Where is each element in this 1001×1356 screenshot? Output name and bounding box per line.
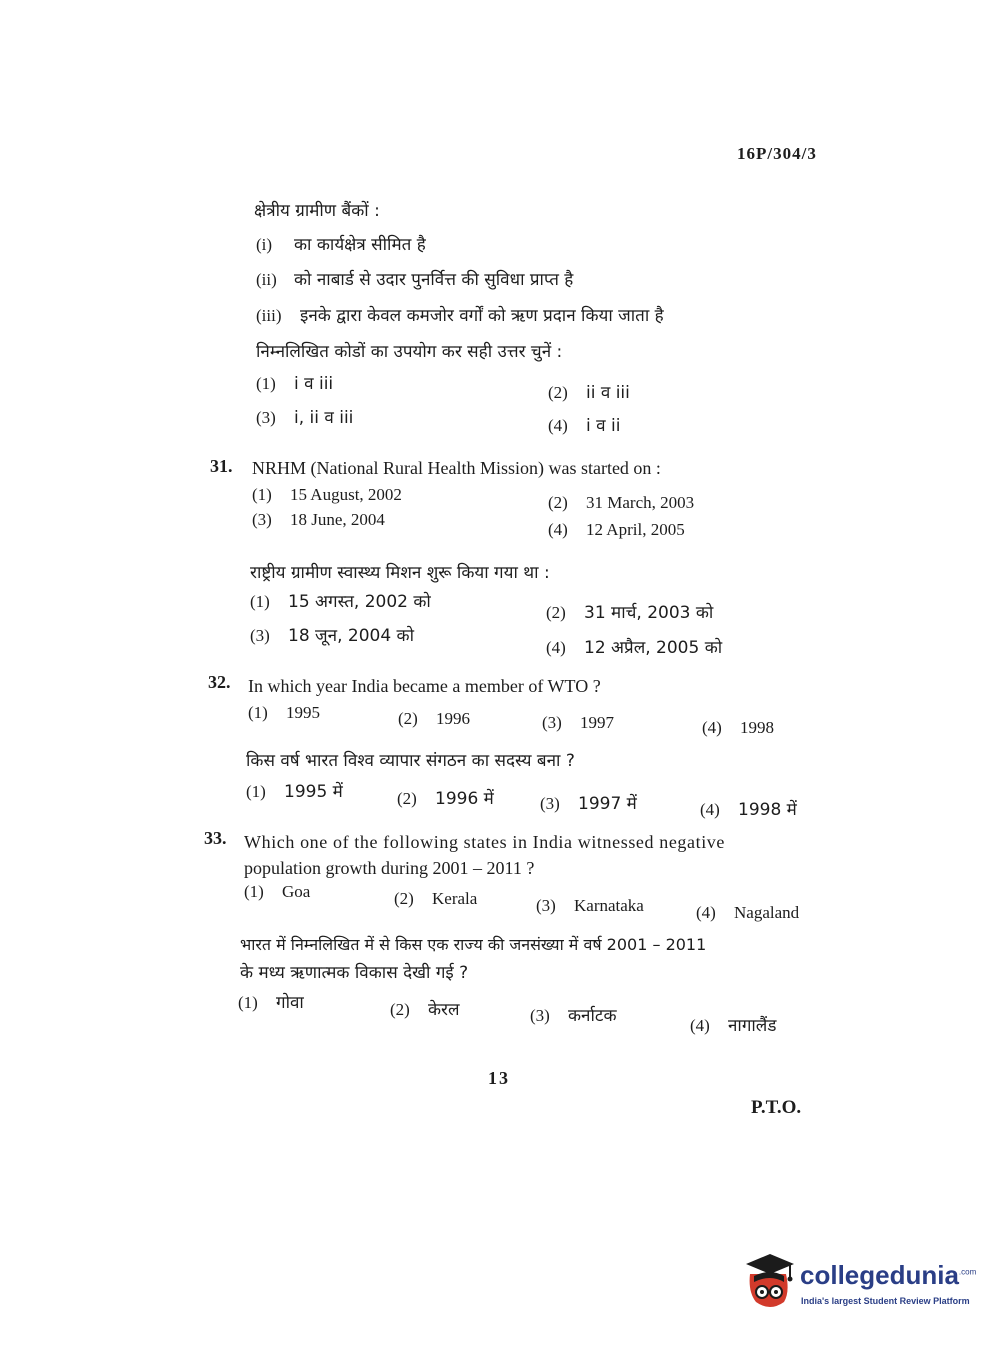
brand-tagline: India's largest Student Review Platform bbox=[801, 1296, 970, 1306]
q30-option-3: (3) i, ii व iii bbox=[256, 408, 354, 428]
q32-question-en: In which year India became a member of WTO ? bbox=[248, 676, 601, 696]
q32-option-en-2: (2) 1996 bbox=[398, 709, 470, 728]
q31-option-hi-4: (4) 12 अप्रैल, 2005 को bbox=[546, 638, 723, 658]
q31-option-en-2: (2) 31 March, 2003 bbox=[548, 493, 695, 512]
q30-instruction: निम्नलिखित कोडों का उपयोग कर सही उत्तर चुनें : bbox=[256, 342, 563, 362]
q33-option-en-4: (4) Nagaland bbox=[696, 903, 800, 922]
q30-statement-3: (iii) इनके द्वारा केवल कमजोर वर्गों को ऋण प्रदान किया जाता है bbox=[256, 306, 664, 326]
q32-option-en-3: (3) 1997 bbox=[542, 713, 614, 732]
q33-option-en-3: (3) Karnataka bbox=[536, 896, 644, 915]
q31-option-hi-3: (3) 18 जून, 2004 को bbox=[250, 626, 415, 646]
graduate-mascot-icon bbox=[740, 1252, 798, 1314]
q33-option-hi-4: (4) नागालैंड bbox=[690, 1016, 777, 1036]
q30-statement-1: (i) का कार्यक्षेत्र सीमित है bbox=[256, 235, 426, 255]
q32-option-hi-4: (4) 1998 में bbox=[700, 800, 797, 820]
q33-option-hi-2: (2) केरल bbox=[390, 1000, 460, 1020]
brand-name: collegedunia$^{.com}$ bbox=[800, 1260, 977, 1290]
q32-number: 32. bbox=[208, 672, 231, 692]
q30-stem: क्षेत्रीय ग्रामीण बैंकों : bbox=[254, 201, 380, 221]
q30-option-2: (2) ii व iii bbox=[548, 383, 630, 403]
q33-option-en-1: (1) Goa bbox=[244, 882, 311, 901]
q30-option-1: (1) i व iii bbox=[256, 374, 334, 394]
q32-option-hi-1: (1) 1995 में bbox=[246, 782, 343, 802]
q31-option-en-1: (1) 15 August, 2002 bbox=[252, 485, 402, 504]
q31-option-en-3: (3) 18 June, 2004 bbox=[252, 510, 385, 529]
q32-option-en-1: (1) 1995 bbox=[248, 703, 320, 722]
q31-question-hi: राष्ट्रीय ग्रामीण स्वास्थ्य मिशन शुरू किया गया था : bbox=[250, 563, 550, 583]
q33-number: 33. bbox=[204, 828, 227, 848]
q31-option-hi-2: (2) 31 मार्च, 2003 को bbox=[546, 603, 714, 623]
q33-question-en-line2: population growth during 2001 – 2011 ? bbox=[244, 858, 535, 878]
collegedunia-watermark bbox=[740, 1252, 977, 1322]
q33-question-en-line1: Which one of the following states in India witnessed negative bbox=[244, 832, 725, 852]
q32-option-en-4: (4) 1998 bbox=[702, 718, 774, 737]
q32-option-hi-3: (3) 1997 में bbox=[540, 794, 637, 814]
q31-question-en: NRHM (National Rural Health Mission) was started on : bbox=[252, 458, 661, 478]
pto-mark: P.T.O. bbox=[751, 1097, 802, 1118]
q30-statement-2: (ii) को नाबार्ड से उदार पुनर्वित्त की सुविधा प्राप्त है bbox=[256, 270, 574, 290]
q33-question-hi-line1: भारत में निम्नलिखित में से किस एक राज्य की जनसंख्या में वर्ष 2001 – 2011 bbox=[240, 935, 707, 954]
q33-option-hi-1: (1) गोवा bbox=[238, 993, 304, 1013]
q32-question-hi: किस वर्ष भारत विश्व व्यापार संगठन का सदस्य बना ? bbox=[246, 751, 575, 771]
q31-number: 31. bbox=[210, 456, 233, 476]
q32-option-hi-2: (2) 1996 में bbox=[397, 789, 494, 809]
q33-option-en-2: (2) Kerala bbox=[394, 889, 478, 908]
paper-code: 16P/304/3 bbox=[737, 144, 817, 163]
page-number: 13 bbox=[488, 1068, 510, 1088]
q31-option-hi-1: (1) 15 अगस्त, 2002 को bbox=[250, 592, 431, 612]
q33-question-hi-line2: के मध्य ऋणात्मक विकास देखी गई ? bbox=[240, 963, 469, 983]
q30-option-4: (4) i व ii bbox=[548, 416, 621, 436]
q33-option-hi-3: (3) कर्नाटक bbox=[530, 1006, 617, 1026]
q31-option-en-4: (4) 12 April, 2005 bbox=[548, 520, 685, 539]
